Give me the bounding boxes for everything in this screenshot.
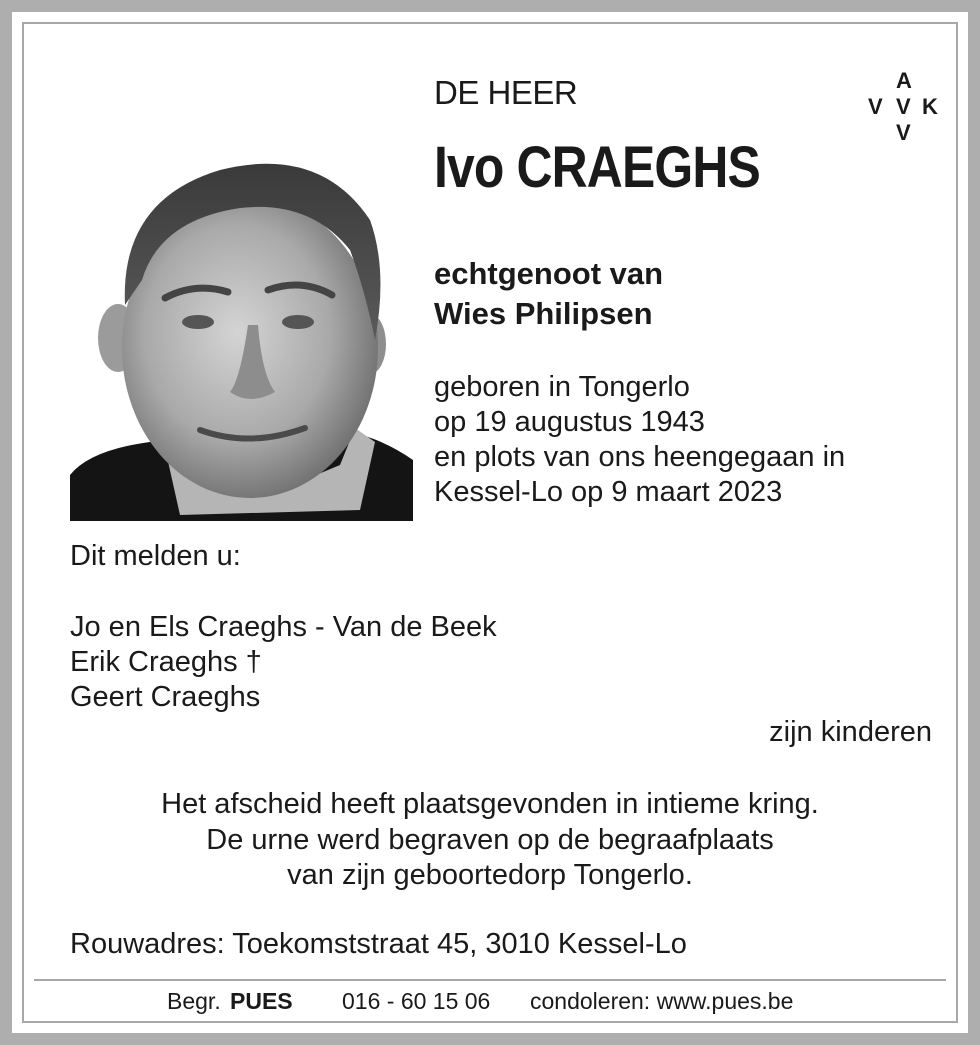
farewell-text [24, 787, 956, 894]
life-line: op 19 augustus 1943 [434, 406, 705, 438]
logo-letter: A [896, 68, 912, 93]
logo-letter: V [896, 94, 911, 119]
logo-letter: V [896, 120, 911, 145]
life-line: en plots van ons heengegaan in [434, 441, 846, 473]
footer-divider [34, 979, 946, 981]
deceased-name: Ivo CRAEGHS [434, 135, 760, 200]
spouse-name: Wies Philipsen [434, 296, 653, 331]
footer [24, 988, 956, 1018]
phone-number: 016 - 60 15 06 [342, 988, 491, 1014]
obituary-card [12, 12, 968, 1033]
logo-letter: V [868, 94, 883, 119]
undertaker-prefix: Begr. [167, 988, 221, 1014]
farewell-line: van zijn geboortedorp Tongerlo. [287, 859, 693, 891]
mourning-address: Rouwadres: Toekomststraat 45, 3010 Kessel-Lo [70, 928, 687, 960]
undertaker-name: PUES [230, 988, 293, 1014]
list-item: Jo en Els Craeghs - Van de Beek [70, 611, 497, 643]
life-details [434, 370, 845, 510]
portrait-photo-icon [70, 130, 413, 521]
title-prefix: DE HEER [434, 74, 578, 111]
condolence-link[interactable]: condoleren: www.pues.be [530, 988, 794, 1014]
logo-letter: K [922, 94, 938, 119]
list-item: Geert Craeghs [70, 681, 261, 713]
avvk-logo-icon [864, 68, 944, 144]
farewell-line: Het afscheid heeft plaatsgevonden in intieme kring. [161, 788, 819, 820]
children-label: zijn kinderen [769, 716, 932, 748]
children-list [70, 610, 497, 715]
obituary-frame [22, 22, 958, 1023]
portrait-photo [70, 130, 413, 521]
spouse-relation: echtgenoot van [434, 256, 664, 291]
life-line: Kessel-Lo op 9 maart 2023 [434, 476, 783, 508]
list-item: Erik Craeghs † [70, 646, 262, 678]
announcement-text: Dit melden u: [70, 540, 241, 572]
life-line: geboren in Tongerlo [434, 371, 690, 403]
farewell-line: De urne werd begraven op de begraafplaats [206, 823, 774, 856]
spouse-block [434, 254, 663, 334]
